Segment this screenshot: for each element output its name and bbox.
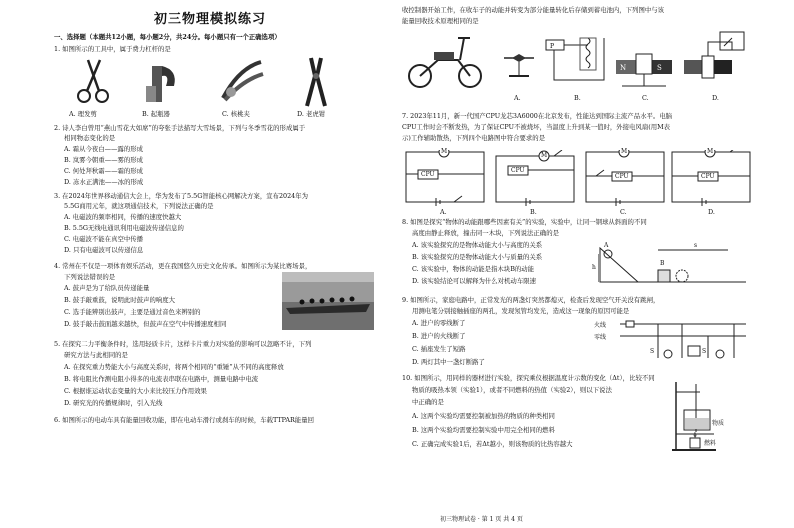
q10-option-b: B. 这两个实验均需要控制实验中用完全相同的燃料 [412, 426, 555, 434]
fig-d-generator [678, 30, 748, 86]
q7-line3: 示)工作辅助散热，下列四个电路图中符合要求的是 [402, 134, 546, 142]
q4-option-c: C. 选手能辨别出鼓声，主要是通过音色来辨别的 [64, 308, 201, 316]
q9-option-c: C. 插座发生了短路 [412, 345, 466, 353]
q8-option-d: D. 该实验结论可以解释为什么对机动车限速 [412, 277, 536, 285]
q6-cont-line1: 收控制器开始工作，在收车子的动能并转变为部分能量转化后存储到蓄电池内，下列图中与该 [402, 6, 665, 14]
circuit-d-cpu-label: CPU [701, 173, 715, 180]
circuit-d [670, 150, 754, 206]
left-column [54, 0, 396, 528]
circuit-d-motor-label: M [707, 148, 714, 155]
q10-option-a: A. 这两个实验均需要控制被加热的物质的种类相同 [412, 412, 555, 420]
dragon-boat-photo [282, 272, 374, 330]
q3-line1: 3. 在2024年世界移动通信大会上，华为发布了5.5G智能核心网解决方案，宣布2024年为 [54, 192, 309, 200]
circuit-a-motor-label: M [441, 148, 448, 155]
q7-option-a: A. [440, 208, 447, 216]
q4-option-d: D. 鼓手敲击鼓面越来越快，但鼓声在空气中传播速度相同 [64, 320, 227, 328]
q9-line1: 9. 如图所示，家庭电路中，正常发光的两盏灯突然都熄灭，检查后发现空气开关没有跳闸， [402, 296, 660, 304]
fig10-fuel-label: 燃料 [704, 440, 717, 447]
circuit-c-cpu-label: CPU [615, 173, 629, 180]
q2-line1: 2. 诗人李白曾用“燕山雪花大如席”的夸张手法描写大雪场景，下列与冬季雪花的形成属于 [54, 124, 306, 132]
q6-option-d: D. [712, 94, 719, 102]
q3-option-c: C. 电磁波不能在真空中传播 [64, 235, 144, 243]
q9-option-a: A. 进户的零线断了 [412, 319, 466, 327]
q5-line2: 研究方法与此相同的是 [64, 351, 128, 359]
q4-line1: 4. 常州在不仅是一项体育娱乐活动，更在我国悠久历史文化传承。如图所示为某比赛场景， [54, 262, 312, 270]
q10-line3: 中正确的是 [412, 398, 444, 406]
q2-option-d: D. 冻水正满池——冰的形成 [64, 178, 144, 186]
q6-option-a: A. [514, 94, 521, 102]
q5-line1: 5. 在探究二力平衡条件时，选用轻质卡片，这样卡片重力对实验的影响可以忽略不计，下列 [54, 340, 312, 348]
q10-line1: 10. 如图所示，用同样的器材进行实验，探究乘仪根据温度计示数的变化（Δt），比较不同 [402, 374, 655, 382]
fig9-neutral-wire-label: 零线 [594, 334, 607, 341]
q5-option-c: C. 根据谁运动状态变量的大小来比较压力作用效果 [64, 387, 207, 395]
pliers-image [299, 56, 333, 108]
heating-apparatus-figure [670, 380, 730, 454]
circuit-c [584, 150, 668, 206]
fig9-switch2-label: S [702, 348, 707, 355]
circuit-a-cpu-label: CPU [421, 171, 435, 178]
q4-option-a: A. 鼓声是为了给队员传递能量 [64, 284, 150, 292]
circuit-a [404, 150, 488, 206]
right-column [402, 0, 756, 528]
page-title: 初三物理模拟练习 [154, 12, 267, 27]
fig-c-motor [612, 40, 674, 88]
q7-option-b: B. [530, 208, 537, 216]
q7-line2: CPU工作时会不断发热，为了保证CPU不被烧坏，当温度上升到某一值时，外接电风扇(用M表 [402, 123, 671, 131]
q3-option-b: B. 5.5G无线电通讯利用电磁波传递信息的 [64, 224, 184, 232]
nutcracker-image [219, 58, 265, 104]
e-bike-image [406, 30, 486, 92]
q3-line2: 5.5G商用元年，就这项通信技术，下列说法正确的是 [64, 202, 214, 210]
q9-line2: 用测电笔分别接触插座的两孔，发现氖管均发光，造成这一现象的原因可能是 [412, 307, 630, 315]
q8-option-a: A. 该实验探究的是物体动能大小与高度的关系 [412, 241, 543, 249]
svg-text:N: N [620, 64, 627, 72]
q4-option-b: B. 鼓手敲重鼓，说明此时鼓声的响度大 [64, 296, 176, 304]
q2-option-a: A. 霜从今夜白——露的形成 [64, 145, 143, 153]
section-heading: 一、选择题（本题共12小题，每小题2分，共24分。每小题只有一个正确选项） [54, 33, 281, 41]
q5-option-d: D. 研究光的传播规律时，引入光线 [64, 399, 163, 407]
fig10-substance-label: 物质 [712, 420, 725, 427]
fig8-label-a: A [604, 242, 609, 249]
q6-line1: 6. 如图所示的电动车具有能量回收功能，即在电动车滑行或刹车的时候，车载TTPAR能量回 [54, 416, 314, 424]
q1-option-b: B. 起瓶器 [142, 110, 170, 118]
fig9-switch1-label: S [650, 348, 655, 355]
household-circuit-figure [594, 318, 748, 364]
fig-b-electromagnet [544, 30, 610, 86]
circuit-c-motor-label: M [621, 148, 628, 155]
q5-option-a: A. 在探究重力势能大小与高度关系时，将两个相同的“重锤”从不同的高度释放 [64, 363, 284, 371]
fig8-label-b: B [660, 260, 665, 267]
fig8-label-h: h [592, 264, 596, 271]
bottle-opener-image [144, 56, 184, 106]
q6-cont-line2: 能量回收技术原理相同的是 [402, 17, 479, 25]
circuit-b-cpu-label: CPU [511, 167, 525, 174]
fig9-live-wire-label: 火线 [594, 322, 607, 329]
circuit-b [494, 150, 578, 206]
q3-option-d: D. 只有电磁波可以传递信息 [64, 246, 144, 254]
q10-line2: 物质的吸热本领（实验1），或者不同燃料的热值（实验2），则以下说法 [412, 386, 612, 394]
scissors-image [74, 56, 114, 106]
q1-stem: 1. 如图所示的工具中，属于费力杠杆的是 [54, 45, 171, 53]
q10-option-c: C. 正确完成实验1后，若Δt越小，则该物质的比热容越大 [412, 440, 573, 448]
q1-option-a: A. 理发剪 [69, 110, 97, 118]
q8-option-c: C. 该实验中，物体的动能是指木块B的动能 [412, 265, 535, 273]
q7-line1: 7. 2023年11月，新一代国产CPU龙芯3A6000在北京发布，性能达到国际主流产品水平。电脑 [402, 112, 673, 120]
q7-option-c: C. [620, 208, 627, 216]
svg-text:P: P [550, 43, 555, 50]
q7-option-d: D. [708, 208, 715, 216]
q9-option-b: B. 进户的火线断了 [412, 332, 466, 340]
q8-line2: 高度由静止释放，撞击同一木块，下列说法正确的是 [412, 229, 559, 237]
q8-option-b: B. 该实验探究的是物体动能大小与质量的关系 [412, 253, 543, 261]
q2-option-c: C. 何处拜秋霜——霜的形成 [64, 167, 144, 175]
circuit-b-motor-label: M [541, 152, 548, 159]
q5-option-b: B. 将电阻比作测电阻小得多的电流表串联在电路中，测量电路中电流 [64, 375, 259, 383]
q6-option-b: B. [574, 94, 581, 102]
q6-option-c: C. [642, 94, 649, 102]
q9-option-d: D. 两灯其中一盏灯断路了 [412, 358, 485, 366]
svg-text:S: S [657, 64, 662, 72]
q4-line2: 下列说法错误的是 [64, 273, 116, 281]
fig-a-magnet-needle [494, 38, 544, 82]
fig8-label-s: s [694, 242, 698, 249]
q8-line1: 8. 如图是探究“物体的动能跟哪些因素有关”的实验，实验中，让同一钢球从斜面的不同 [402, 218, 647, 226]
q1-option-c: C. 核桃夹 [222, 110, 250, 118]
q2-line2: 相同物态变化的是 [64, 134, 116, 142]
page-footer: 初三物理试卷 · 第 1 页 共 4 页 [440, 516, 523, 523]
q1-option-d: D. 老虎钳 [297, 110, 326, 118]
q2-option-b: B. 岚雾今朝重——雾的形成 [64, 156, 144, 164]
incline-ball-figure [592, 240, 748, 286]
q3-option-a: A. 电磁波的频率相同，传播的速度快越大 [64, 213, 182, 221]
